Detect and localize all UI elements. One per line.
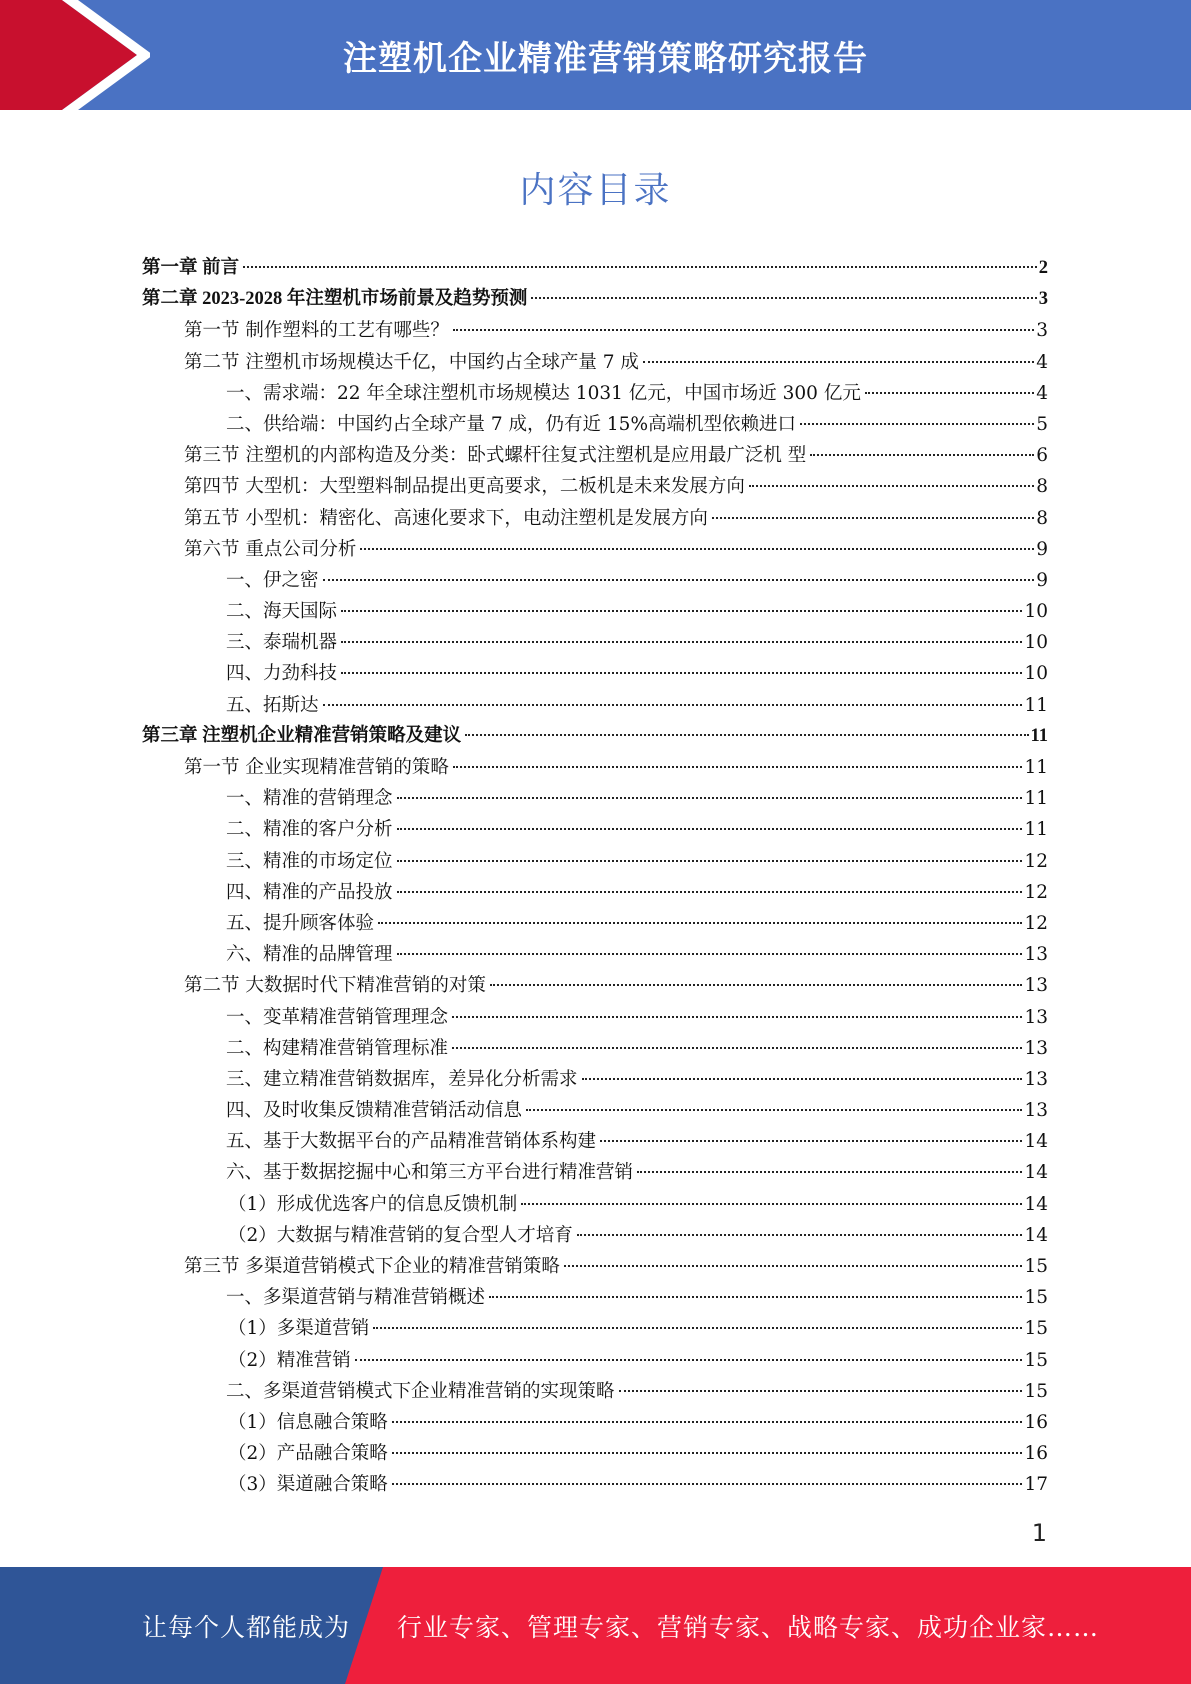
toc-entry-title: 第三节 多渠道营销模式下企业的精准营销策略 [184,1256,560,1277]
toc-dot-leader [397,827,1023,830]
toc-entry-title: 六、基于数据挖掘中心和第三方平台进行精准营销 [226,1162,634,1184]
toc-entry-page: 13 [1024,944,1048,966]
toc-entry[interactable] [142,1095,1048,1126]
toc-entry-page: 4 [1036,382,1048,404]
toc-dot-leader [341,671,1022,674]
toc-entry[interactable] [142,378,1048,409]
toc-entry-page: 11 [1024,819,1048,841]
toc-entry-title: 第一节 企业实现精准营销的策略 [184,757,449,778]
toc-entry-page: 13 [1024,1037,1048,1059]
toc-dot-leader [397,890,1023,893]
toc-dot-leader [452,1046,1022,1049]
toc-entry-page: 13 [1024,1100,1048,1122]
toc-dot-leader [373,1326,1022,1329]
toc-heading: 内容目录 [519,170,672,211]
toc-entry[interactable] [142,627,1048,658]
toc-entry-title: 一、需求端：22 年全球注塑机市场规模达 1031 亿元，中国市场近 300 亿元 [226,382,861,404]
toc-entry-page: 10 [1024,663,1048,685]
toc-dot-leader [323,703,1023,706]
toc-entry-title: 二、海天国际 [226,601,338,623]
toc-entry[interactable] [142,503,1048,534]
toc-entry-title: 第五节 小型机：精密化、高速化要求下，电动注塑机是发展方向 [184,507,708,529]
toc-entry[interactable] [142,877,1048,908]
toc-entry-page: 14 [1024,1131,1048,1153]
toc-entry-page: 15 [1024,1287,1048,1309]
toc-entry[interactable] [142,1157,1048,1188]
toc-entry-title: （1）多渠道营销 [228,1318,370,1340]
toc-entry[interactable] [142,534,1048,565]
toc-entry-page: 13 [1024,1006,1048,1028]
toc-entry[interactable] [142,596,1048,627]
toc-dot-leader [531,296,1036,299]
toc-entry-title: 二、构建精准营销管理标准 [226,1037,449,1059]
toc-entry-title: 四、精准的产品投放 [226,881,393,903]
toc-dot-leader [526,1108,1022,1111]
toc-dot-leader [360,547,1034,550]
toc-dot-leader [637,1170,1022,1173]
toc-entry[interactable] [142,440,1048,471]
toc-entry[interactable] [142,253,1048,284]
toc-entry-title: 五、提升顾客体验 [226,912,375,934]
toc-entry-page: 2 [1038,258,1048,278]
toc-dot-leader [453,328,1034,331]
toc-dot-leader [800,422,1034,425]
toc-entry[interactable] [142,1469,1048,1500]
footer-slogan-left: 让每个人都能成为 [142,1612,351,1642]
toc-entry[interactable] [142,471,1048,502]
toc-entry[interactable] [142,315,1048,346]
toc-entry[interactable] [142,1407,1048,1438]
toc-entry-title: 四、力劲科技 [226,663,338,685]
toc-dot-leader [489,1295,1022,1298]
toc-entry-title: 一、伊之密 [226,569,319,591]
toc-entry-page: 10 [1024,632,1048,654]
toc-entry[interactable] [142,1376,1048,1407]
toc-entry[interactable] [142,1220,1048,1251]
header-banner [0,0,1191,110]
toc-entry-page: 8 [1036,476,1048,498]
toc-entry-title: （3）渠道融合策略 [228,1474,388,1496]
toc-entry-page: 15 [1024,1380,1048,1402]
toc-entry-page: 9 [1036,569,1048,591]
toc-dot-leader [323,578,1035,581]
toc-dot-leader [749,484,1034,487]
toc-entry[interactable] [142,908,1048,939]
toc-entry-title: 一、精准的营销理念 [226,788,393,810]
toc-entry-title: 第一节 制作塑料的工艺有哪些？ [184,320,449,342]
toc-entry-page: 5 [1036,413,1048,435]
toc-entry-page: 3 [1036,320,1048,342]
toc-entry[interactable] [142,690,1048,721]
toc-entry[interactable] [142,721,1048,752]
toc-entry-title: 三、泰瑞机器 [226,632,338,654]
toc-entry-title: 一、变革精准营销管理理念 [226,1006,449,1028]
toc-entry-page: 3 [1038,289,1048,310]
toc-dot-leader [600,1139,1022,1142]
toc-entry[interactable] [142,1189,1048,1220]
toc-entry[interactable] [142,565,1048,596]
toc-entry[interactable] [142,347,1048,378]
toc-entry-title: 五、基于大数据平台的产品精准营销体系构建 [226,1131,597,1153]
toc-entry-page: 11 [1024,788,1048,810]
toc-entry-page: 13 [1024,975,1048,997]
toc-entry-page: 4 [1036,351,1048,373]
toc-dot-leader [392,1420,1023,1423]
toc-entry-title: 二、供给端：中国约占全球产量 7 成，仍有近 15%高端机型依赖进口 [226,413,797,435]
toc-entry-title: 第四节 大型机：大型塑料制品提出更高要求，二板机是未来发展方向 [184,476,745,498]
toc-entry[interactable] [142,970,1048,1001]
toc-entry-title: 五、拓斯达 [226,694,319,716]
toc-entry[interactable] [142,1126,1048,1157]
toc-entry[interactable] [142,783,1048,814]
toc-entry-page: 15 [1024,1318,1048,1340]
toc-entry-title: 第一章 前言 [142,258,240,278]
toc-entry-title: 一、多渠道营销与精准营销概述 [226,1287,486,1309]
toc-dot-leader [712,516,1034,519]
toc-dot-leader [452,1015,1022,1018]
toc-entry-title: （1）信息融合策略 [228,1411,388,1433]
toc-entry-title: （2）精准营销 [228,1349,351,1371]
toc-entry-title: 第二章 2023-2028 年注塑机市场前景及趋势预测 [142,289,528,310]
toc-entry-title: 三、建立精准营销数据库，差异化分析需求 [226,1068,578,1090]
toc-entry-page: 15 [1024,1256,1048,1277]
toc-entry-title: 三、精准的市场定位 [226,850,393,872]
page-number: 1 [1031,1519,1047,1547]
toc-entry-page: 11 [1024,757,1048,778]
toc-entry[interactable] [142,409,1048,440]
toc-entry-page: 9 [1036,538,1048,560]
toc-entry-title: （2）产品融合策略 [228,1443,388,1465]
toc-dot-leader [453,765,1023,768]
toc-dot-leader [341,640,1022,643]
toc-entry-page: 16 [1024,1411,1048,1433]
toc-entry[interactable] [142,846,1048,877]
toc-entry[interactable] [142,752,1048,783]
toc-dot-leader [392,1482,1023,1485]
footer-banner [0,1567,1191,1684]
document-title: 注塑机企业精准营销策略研究报告 [343,38,868,79]
toc-entry-page: 12 [1024,912,1048,934]
toc-dot-leader [577,1233,1023,1236]
toc-entry-page: 14 [1024,1224,1048,1246]
toc-dot-leader [378,921,1022,924]
toc-entry-title: 第二节 注塑机市场规模达千亿，中国约占全球产量 7 成 [184,351,639,373]
toc-entry-page: 8 [1036,507,1048,529]
toc-entry-title: （2）大数据与精准营销的复合型人才培育 [228,1224,573,1246]
toc-entry[interactable] [142,1438,1048,1469]
toc-entry[interactable] [142,284,1048,315]
toc-entry-page: 11 [1030,725,1048,746]
toc-entry-title: 二、精准的客户分析 [226,819,393,841]
toc-entry-title: （1）形成优选客户的信息反馈机制 [228,1193,518,1215]
toc-entry-page: 12 [1024,850,1048,872]
toc-entry-page: 16 [1024,1443,1048,1465]
toc-entry-title: 二、多渠道营销模式下企业精准营销的实现策略 [226,1380,615,1402]
toc-entry-title: 四、及时收集反馈精准营销活动信息 [226,1100,523,1122]
toc-entry-page: 14 [1024,1162,1048,1184]
toc-dot-leader [355,1358,1023,1361]
toc-dot-leader [490,983,1023,986]
toc-entry-page: 10 [1024,601,1048,623]
toc-entry[interactable] [142,1033,1048,1064]
toc-dot-leader [564,1264,1023,1267]
toc-entry-title: 第二节 大数据时代下精准营销的对策 [184,975,486,997]
toc-entry[interactable] [142,939,1048,970]
toc-dot-leader [392,1451,1023,1454]
toc-entry[interactable] [142,1345,1048,1376]
table-of-contents [142,253,1048,1501]
footer-slogan-right: 行业专家、管理专家、营销专家、战略专家、成功企业家…… [397,1612,1100,1642]
toc-entry-page: 6 [1036,445,1048,467]
toc-entry[interactable] [142,1064,1048,1095]
toc-dot-leader [397,796,1023,799]
toc-dot-leader [810,453,1034,456]
toc-entry-page: 11 [1024,694,1048,716]
toc-dot-leader [341,609,1022,612]
toc-entry-page: 14 [1024,1193,1048,1215]
toc-entry[interactable] [142,1251,1048,1282]
toc-dot-leader [243,265,1037,268]
toc-entry-page: 15 [1024,1349,1048,1371]
toc-entry-page: 12 [1024,881,1048,903]
toc-dot-leader [582,1077,1023,1080]
toc-entry-page: 17 [1024,1474,1048,1496]
toc-dot-leader [397,952,1023,955]
toc-entry[interactable] [142,1282,1048,1313]
toc-entry-title: 第三章 注塑机企业精准营销策略及建议 [142,725,462,746]
toc-dot-leader [619,1389,1023,1392]
toc-dot-leader [465,733,1028,736]
toc-entry-title: 六、精准的品牌管理 [226,944,393,966]
toc-dot-leader [521,1202,1022,1205]
toc-entry-page: 13 [1024,1068,1048,1090]
toc-entry[interactable] [142,1002,1048,1033]
toc-entry[interactable] [142,814,1048,845]
toc-dot-leader [865,391,1034,394]
toc-entry-title: 第六节 重点公司分析 [184,538,357,560]
toc-entry[interactable] [142,1313,1048,1344]
toc-dot-leader [643,360,1034,363]
toc-dot-leader [397,859,1023,862]
toc-entry[interactable] [142,658,1048,689]
toc-entry-title: 第三节 注塑机的内部构造及分类：卧式螺杆往复式注塑机是应用最广泛机 型 [184,445,807,467]
